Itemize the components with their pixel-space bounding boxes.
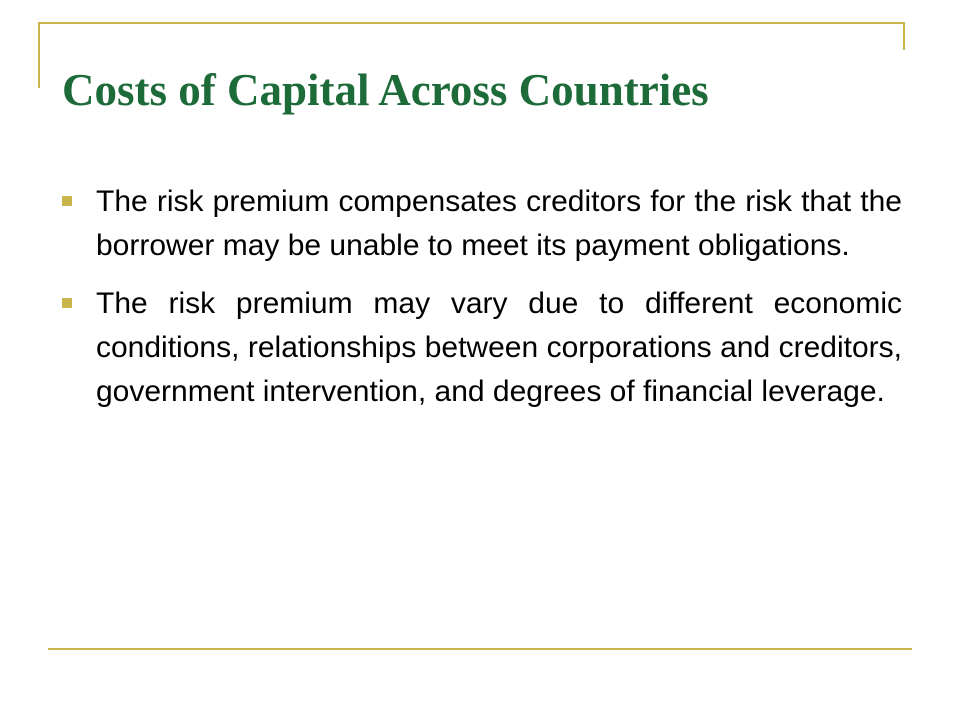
bullet-text: The risk premium may vary due to different economic conditions, relationships between corporations and creditors, government intervention, and degrees of financial leverage. <box>96 287 902 408</box>
bullet-text: The risk premium compensates creditors for the risk that the borrower may be unable to meet its payment obligations. <box>96 185 902 262</box>
top-rule <box>38 22 904 24</box>
square-bullet-icon <box>62 298 72 308</box>
slide-title: Costs of Capital Across Countries <box>62 65 709 115</box>
bottom-rule <box>48 648 912 650</box>
square-bullet-icon <box>62 196 72 206</box>
right-rule <box>903 22 905 50</box>
left-rule <box>38 22 40 88</box>
bullet-list <box>62 180 902 428</box>
bullet-item <box>62 180 902 268</box>
bullet-item <box>62 282 902 414</box>
